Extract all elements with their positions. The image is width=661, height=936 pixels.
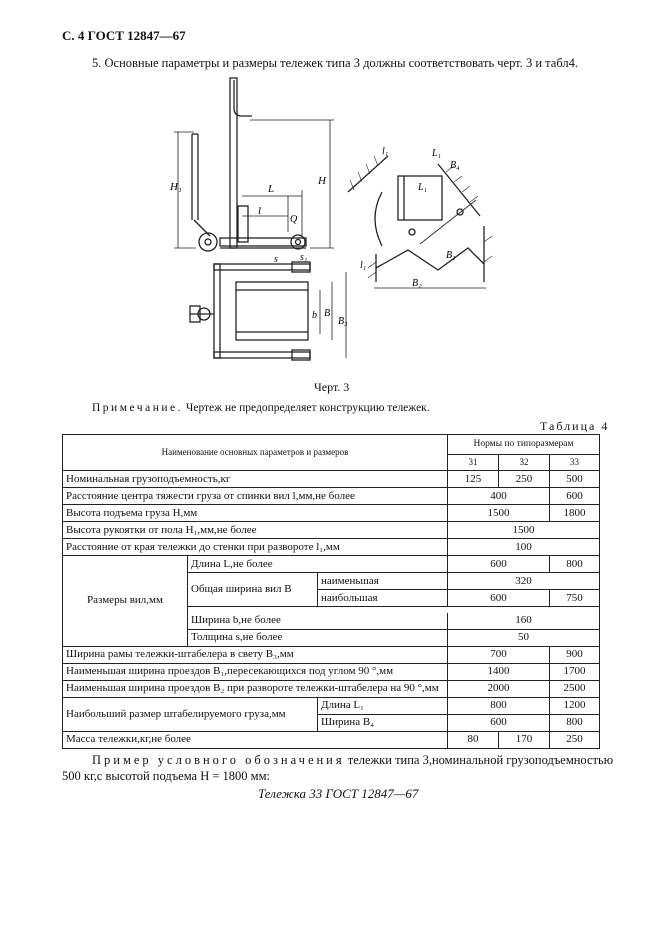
- table-row: Ширина рамы тележки-штабелера в свету B₃,мм 700 900: [63, 646, 600, 663]
- dim-b: b: [312, 310, 317, 321]
- dim-s: s: [274, 254, 278, 265]
- note-lead: Примечание.: [92, 402, 183, 414]
- note: [92, 402, 430, 414]
- dim-l1-top: l₁: [382, 146, 389, 157]
- table-row: Ширина b,не более 160: [63, 613, 600, 630]
- dim-B3: B₃: [338, 316, 348, 327]
- dim-L1-inner: L₁: [418, 182, 428, 193]
- page-header: С. 4 ГОСТ 12847—67: [62, 28, 186, 43]
- technical-drawing: [150, 72, 510, 378]
- type-33: 33: [550, 455, 600, 471]
- example-line-2: 500 кг,с высотой подъема H = 1800 мм:: [62, 769, 270, 783]
- table-row: Наименьшая ширина проездов B₁,пересекающихся под углом 90 °,мм 1400 1700: [63, 663, 600, 680]
- example-text1: тележки типа 3,номинальной грузоподъемностью: [344, 753, 614, 767]
- table-row: Расстояние от края тележки до стенки при развороте l₁,мм 100: [63, 539, 600, 556]
- head-norm: Нормы по типоразмерам: [448, 435, 600, 455]
- dim-B1: B₁: [446, 250, 456, 261]
- dim-l1-left: l₁: [360, 260, 367, 271]
- table-row: Расстояние центра тяжести груза от спинки вил l,мм,не более 400 600: [63, 488, 600, 505]
- table-caption: Таблица 4: [540, 419, 610, 433]
- dim-B: B: [324, 308, 331, 319]
- table-row: Масса тележки,кг,не более 80 170 250: [63, 731, 600, 748]
- table-row: Наибольший размер штабелируемого груза,мм Длина L₁ 800 1200: [63, 697, 600, 714]
- example-line-1: [92, 753, 613, 768]
- paragraph-5: 5. Основные параметры и размеры тележек типа 3 должны соответствовать черт. 3 и табл4.: [92, 56, 578, 70]
- table-row: Общая ширина вил B наименьшая 320: [63, 573, 600, 590]
- table-row: Ширина B₄ 600 800: [63, 714, 600, 731]
- dim-s1: s₁: [300, 252, 308, 263]
- example-designation: Тележка 33 ГОСТ 12847—67: [258, 786, 419, 801]
- parameters-table: [62, 434, 600, 749]
- table-row: Толщина s,не более 50: [63, 629, 600, 646]
- type-31: 31: [448, 455, 499, 471]
- dim-B4: B₄: [450, 160, 460, 171]
- table-row: Наименьшая ширина проездов B₂ при развороте тележки-штабелера на 90 °,мм 2000 2500: [63, 680, 600, 697]
- forks-label: Размеры вил,мм: [63, 556, 188, 647]
- dim-H: H: [318, 175, 326, 187]
- dim-Q: Q: [290, 214, 298, 225]
- type-32: 32: [499, 455, 550, 471]
- head-name: Наименование основных параметров и размеров: [63, 435, 448, 471]
- note-text: Чертеж не предопределяет конструкцию тележек.: [182, 402, 430, 414]
- figure-caption: Черт. 3: [314, 380, 350, 394]
- example-lead: Пример условного обозначения: [92, 753, 345, 767]
- dim-L1: L₁: [432, 148, 442, 159]
- table-row: наибольшая 600 750: [63, 590, 600, 607]
- dim-l: l: [258, 205, 262, 217]
- table-row: Номинальная грузоподъемность,кг 125 250 500: [63, 471, 600, 488]
- dim-B2: B₂: [412, 278, 422, 289]
- table-row: Высота рукоятки от пола H₁,мм,не более 1500: [63, 522, 600, 539]
- table-row: Высота подъема груза H,мм 1500 1800: [63, 505, 600, 522]
- dim-L: L: [268, 183, 275, 195]
- dim-H1: H₁: [170, 181, 182, 193]
- table-row: Размеры вил,мм Длина L,не более 600 800: [63, 556, 600, 573]
